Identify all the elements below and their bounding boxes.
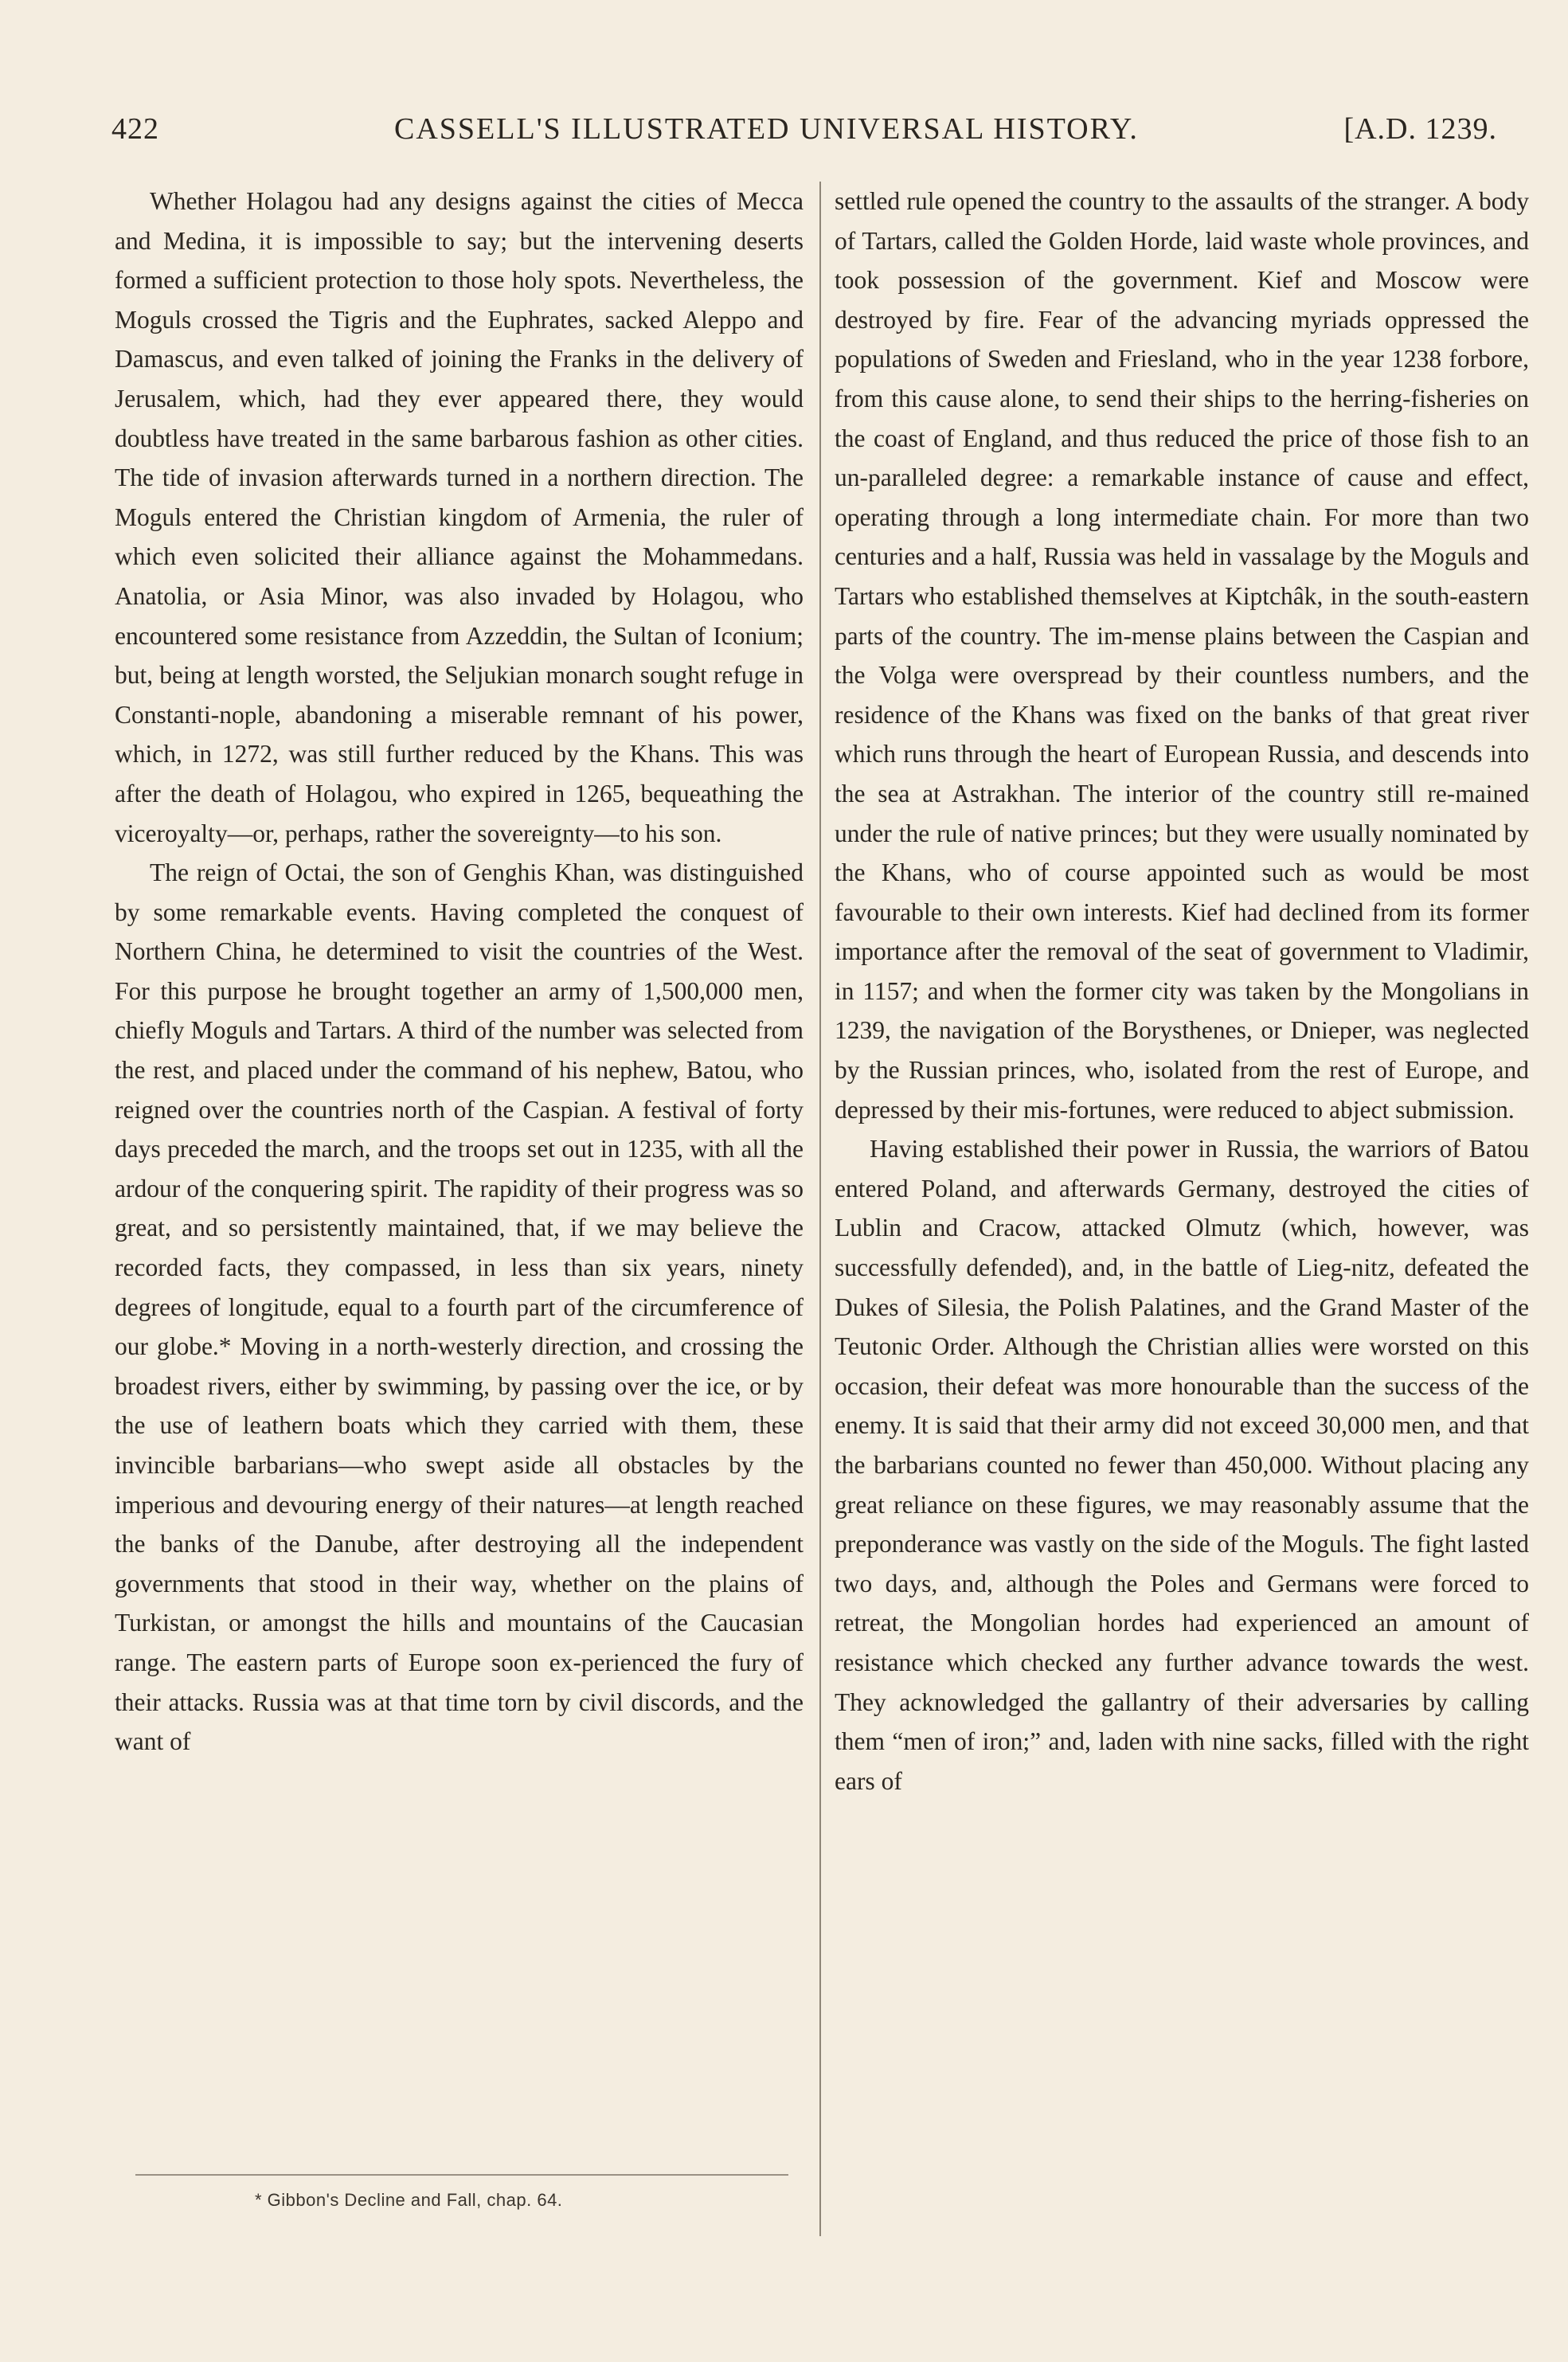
running-date: [A.D. 1239.: [1343, 112, 1497, 146]
running-title: CASSELL'S ILLUSTRATED UNIVERSAL HISTORY.: [394, 112, 1139, 146]
paragraph: The reign of Octai, the son of Genghis Khan, was distinguished by some remarkable events. Having completed the conquest of Northern China, he determined to visit the countries of the West. For this purpose he brought together an army of 1,500,000 men, chiefly Moguls and Tartars. A third of the number was selected from the rest, and placed under the command of his nephew, Batou, who reigned over the countries north of the Caspian. A festival of forty days preceded the march, and the troops set out in 1235, with all the ardour of the conquering spirit. The rapidity of their progress was so great, and so persistently maintained, that, if we may believe the recorded facts, they compassed, in less than six years, ninety degrees of longitude, equal to a fourth part of the circumference of our globe.* Moving in a north-westerly direction, and crossing the broadest rivers, either by swimming, by passing over the ice, or by the use of leathern boats which they carried with them, these invincible barbarians—who swept aside all obstacles by the imperious and devouring energy of their natures—at length reached the banks of the Danube, after destroying all the independent governments that stood in their way, whether on the plains of Turkistan, or amongst the hills and mountains of the Caucasian range. The eastern parts of Europe soon ex-perienced the fury of their attacks. Russia was at that time torn by civil discords, and the want of: [115, 858, 804, 1756]
page-number: 422: [111, 112, 159, 146]
right-column: [835, 182, 1529, 1801]
paragraph: Having established their power in Russia, the warriors of Batou entered Poland, and afterwards Germany, destroyed the cities of Lublin and Cracow, attacked Olmutz (which, however, was successfully defended), and, in the battle of Lieg-nitz, defeated the Dukes of Silesia, the Polish Palatines, and the Grand Master of the Teutonic Order. Although the Christian allies were worsted on this occasion, their defeat was more honourable than the success of the enemy. It is said that their army did not exceed 30,000 men, and that the barbarians counted no fewer than 450,000. Without placing any great reliance on these figures, we may reasonably assume that the preponderance was vastly on the side of the Moguls. The fight lasted two days, and, although the Poles and Germans were forced to retreat, the Mongolian hordes had experienced an amount of resistance which checked any further advance towards the west. They acknowledged the gallantry of their adversaries by calling them “men of iron;” and, laden with nine sacks, filled with the right ears of: [835, 1135, 1529, 1795]
column-divider: [819, 182, 821, 2236]
paragraph: Whether Holagou had any designs against the cities of Mecca and Medina, it is impossible to say; but the intervening deserts formed a sufficient protection to those holy spots. Nevertheless, the Moguls crossed the Tigris and the Euphrates, sacked Aleppo and Damascus, and even talked of joining the Franks in the delivery of Jerusalem, which, had they ever appeared there, they would doubtless have treated in the same barbarous fashion as other cities. The tide of invasion afterwards turned in a northern direction. The Moguls entered the Christian kingdom of Armenia, the ruler of which even solicited their alliance against the Mohammedans. Anatolia, or Asia Minor, was also invaded by Holagou, who encountered some resistance from Azzeddin, the Sultan of Iconium; but, being at length worsted, the Seljukian monarch sought refuge in Constanti-nople, abandoning a miserable remnant of his power, which, in 1272, was still further reduced by the Khans. This was after the death of Holagou, who expired in 1265, bequeathing the viceroyalty—or, perhaps, rather the sovereignty—to his son.: [115, 187, 804, 847]
footnote: * Gibbon's Decline and Fall, chap. 64.: [255, 2190, 563, 2210]
footnote-rule: [135, 2174, 788, 2176]
running-header: [111, 111, 1497, 159]
left-column: [115, 182, 804, 1762]
paragraph: settled rule opened the country to the assaults of the stranger. A body of Tartars, called the Golden Horde, laid waste whole provinces, and took possession of the government. Kief and Moscow were destroyed by fire. Fear of the advancing myriads oppressed the populations of Sweden and Friesland, who in the year 1238 forbore, from this cause alone, to send their ships to the herring-fisheries on the coast of England, and thus reduced the price of those fish to an un-paralleled degree: a remarkable instance of cause and effect, operating through a long intermediate chain. For more than two centuries and a half, Russia was held in vassalage by the Moguls and Tartars who established themselves at Kiptchâk, in the south-eastern parts of the country. The im-mense plains between the Caspian and the Volga were overspread by their countless numbers, and the residence of the Khans was fixed on the banks of that great river which runs through the heart of European Russia, and descends into the sea at Astrakhan. The interior of the country still re-mained under the rule of native princes; but they were usually nominated by the Khans, who of course appointed such as would be most favourable to their own interests. Kief had declined from its former importance after the removal of the seat of government to Vladimir, in 1157; and when the former city was taken by the Mongolians in 1239, the navigation of the Borysthenes, or Dnieper, was neglected by the Russian princes, who, isolated from the rest of Europe, and depressed by their mis-fortunes, were reduced to abject submission.: [835, 187, 1529, 1124]
